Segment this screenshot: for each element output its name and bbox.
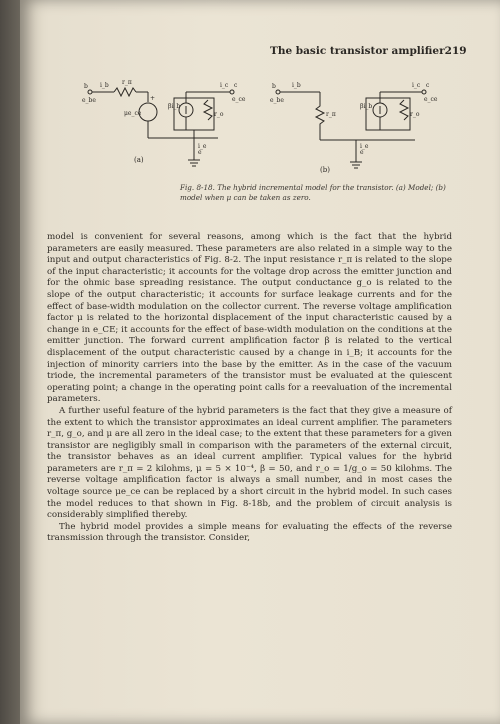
label-a-b: b bbox=[84, 83, 88, 90]
label-b-ro: r_o bbox=[410, 111, 420, 118]
label-b-rpi: r_π bbox=[326, 111, 336, 118]
label-a-ib: i_b bbox=[100, 82, 109, 89]
label-b-c: c bbox=[426, 82, 430, 89]
label-a-ro: r_o bbox=[214, 111, 224, 118]
paragraph-3: The hybrid model provides a simple means for evaluating the effects of the reverse transmission through the transistor. Consider, bbox=[47, 521, 452, 544]
label-b-e: e bbox=[360, 149, 364, 156]
figure-caption bbox=[180, 183, 450, 203]
label-b-ie: i_e bbox=[360, 143, 369, 150]
label-a-ic: i_c bbox=[220, 82, 229, 89]
running-title: The basic transistor amplifier bbox=[270, 45, 445, 57]
label-a-c: c bbox=[234, 82, 238, 89]
page-number: 219 bbox=[444, 45, 467, 57]
label-b-ece: e_ce bbox=[424, 96, 438, 103]
label-a-rpi: r_π bbox=[122, 79, 132, 86]
label-a-e: e bbox=[198, 149, 202, 156]
panel-a-label: (a) bbox=[134, 156, 144, 164]
previous-page-edge bbox=[0, 0, 20, 724]
label-b-beta: βi_b bbox=[360, 103, 373, 110]
panel-b-label: (b) bbox=[320, 166, 330, 174]
label-b-ebe: e_be bbox=[270, 97, 284, 104]
label-b-ic: i_c bbox=[412, 82, 421, 89]
label-b-ib: i_b bbox=[292, 82, 301, 89]
label-a-ebe: e_be bbox=[82, 97, 96, 104]
body-text bbox=[47, 232, 452, 545]
running-header bbox=[270, 45, 467, 57]
caption-text: The hybrid incremental model for the transistor. (a) Model; (b) model when μ can be taken as zero. bbox=[180, 183, 446, 202]
label-a-plus: + bbox=[150, 95, 156, 102]
paragraph-2: A further useful feature of the hybrid parameters is the fact that they give a measure of the extent to which the transistor approximates an ideal current amplifier. The parameters r_π, g_o, and μ are all zero in the ideal case; to the extent that these parameters for a given transistor are negligibly small in comparison with the parameters of the external circuit, the transistor behaves as an ideal current amplifier. Typical values for the hybrid parameters are r_π = 2 kilohms, μ = 5 × 10⁻⁴, β = 50, and r_o = 1/g_o = 50 kilohms. The reverse voltage amplification factor is always a small number, and in most cases the voltage source μe_ce can be replaced by a short circuit in the hybrid model. In such cases the model reduces to that shown in Fig. 8-18b, and the problem of circuit analysis is considerably simplified thereby. bbox=[47, 405, 452, 521]
paragraph-1: model is convenient for several reasons, among which is the fact that the hybrid parameters are easily measured. These parameters are also related in a simple way to the input and output characteristics of Fig. 8-2. The input resistance r_π is related to the slope of the input characteristic; it accounts for the voltage drop across the emitter junction and for the ohmic base spreading resistance. The output conductance g_o is related to the slope of the output characteristic; it accounts for surface leakage currents and for the effect of base-width modulation on the collector current. The reverse voltage amplification factor μ is related to the horizontal displacement of the input characteristic caused by a change in e_CE; it accounts for the effect of base-width modulation on the conditions at the emitter junction. The forward current amplification factor β is related to the vertical displacement of the output characteristic caused by a change in i_B; it accounts for the injection of minority carriers into the base by the emitter. As in the case of the vacuum triode, the incremental parameters of the transistor must be evaluated at the quiescent operating point; a change in the operating point calls for a reevaluation of the incremental parameters. bbox=[47, 232, 452, 405]
label-a-beta: βi_b bbox=[168, 103, 181, 110]
label-a-ie: i_e bbox=[198, 143, 207, 150]
label-a-mu: μe_ce bbox=[124, 110, 142, 117]
label-a-ece: e_ce bbox=[232, 96, 246, 103]
label-b-b: b bbox=[272, 83, 276, 90]
caption-label: Fig. 8-18. bbox=[180, 183, 215, 192]
